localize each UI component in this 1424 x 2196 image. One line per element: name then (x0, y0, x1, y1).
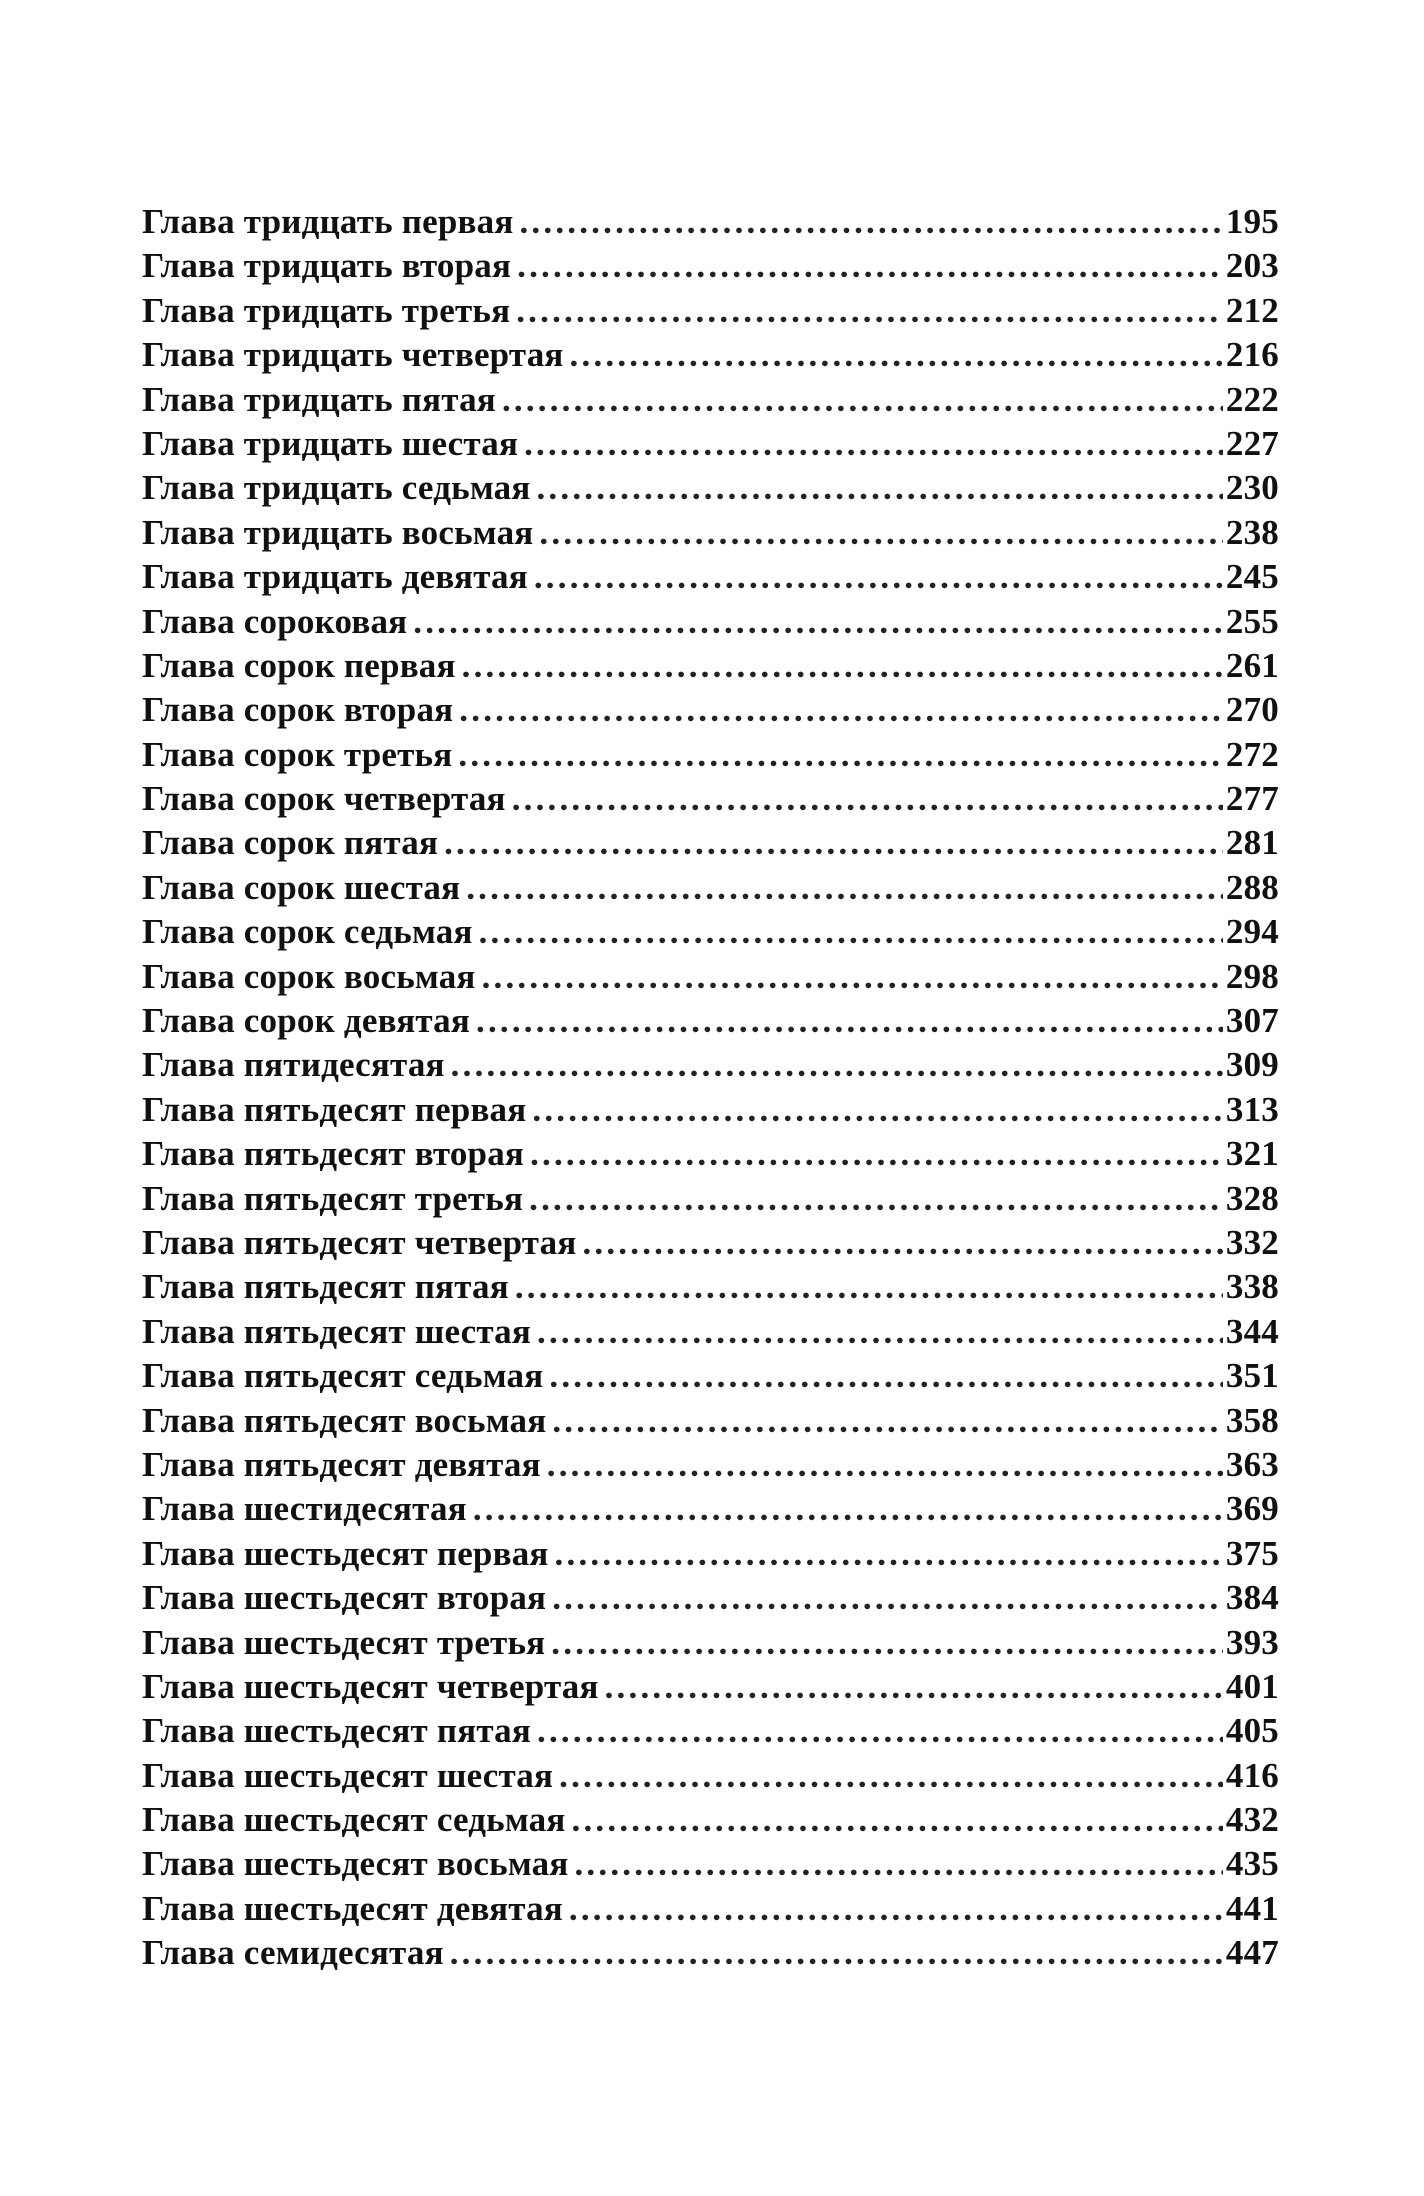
toc-entry (142, 1043, 1279, 1087)
toc-entry (142, 555, 1279, 599)
toc-entry (142, 1221, 1279, 1265)
dot-leader (479, 910, 1223, 954)
chapter-title: Глава пятьдесят пятая (142, 1267, 509, 1307)
dot-leader (466, 866, 1223, 910)
dot-leader (502, 378, 1223, 422)
dot-leader (530, 1132, 1223, 1176)
toc-entry (142, 777, 1279, 821)
toc-entry (142, 1621, 1279, 1665)
toc-entry (142, 1487, 1279, 1531)
dot-leader (552, 1399, 1223, 1443)
toc-entry (142, 1532, 1279, 1576)
chapter-title: Глава сороковая (142, 601, 408, 641)
page-number: 393 (1225, 1622, 1279, 1662)
dot-leader (476, 999, 1223, 1043)
toc-entry (142, 1842, 1279, 1886)
dot-leader (473, 1487, 1223, 1531)
toc-entry (142, 1709, 1279, 1753)
page-number: 238 (1225, 512, 1279, 552)
chapter-title: Глава пятьдесят третья (142, 1178, 524, 1218)
dot-leader (413, 600, 1223, 644)
dot-leader (572, 1798, 1223, 1842)
chapter-title: Глава пятьдесят девятая (142, 1444, 541, 1484)
page-number: 272 (1225, 734, 1279, 774)
toc-entry (142, 1088, 1279, 1132)
chapter-title: Глава пятьдесят шестая (142, 1311, 531, 1351)
page-number: 363 (1225, 1444, 1279, 1484)
page-number: 255 (1225, 601, 1279, 641)
chapter-title: Глава шестьдесят третья (142, 1622, 546, 1662)
chapter-title: Глава тридцать седьмая (142, 468, 531, 508)
page-number: 358 (1225, 1400, 1279, 1440)
page-number: 441 (1225, 1888, 1279, 1928)
page-number: 216 (1225, 335, 1279, 375)
chapter-title: Глава шестьдесят вторая (142, 1578, 547, 1618)
page-number: 401 (1225, 1666, 1279, 1706)
dot-leader (451, 1043, 1223, 1087)
page-number: 222 (1225, 379, 1279, 419)
toc-entry (142, 1132, 1279, 1176)
dot-leader (532, 1088, 1222, 1132)
toc-entry (142, 910, 1279, 954)
chapter-title: Глава тридцать шестая (142, 423, 519, 463)
toc-entry (142, 1265, 1279, 1309)
chapter-title: Глава шестьдесят восьмая (142, 1844, 569, 1884)
page-number: 227 (1225, 423, 1279, 463)
page-number: 405 (1225, 1711, 1279, 1751)
page-number: 447 (1225, 1933, 1279, 1973)
page-number: 344 (1225, 1311, 1279, 1351)
dot-leader (512, 777, 1223, 821)
page-number: 277 (1225, 779, 1279, 819)
toc-entry (142, 688, 1279, 732)
toc-entry (142, 1576, 1279, 1620)
dot-leader (582, 1221, 1222, 1265)
chapter-title: Глава сорок четвертая (142, 779, 506, 819)
page-number: 294 (1225, 912, 1279, 952)
page-number: 298 (1225, 956, 1279, 996)
toc-entry (142, 821, 1279, 865)
page-number: 307 (1225, 1001, 1279, 1041)
page-number: 288 (1225, 867, 1279, 907)
page-number: 212 (1225, 290, 1279, 330)
page-number: 351 (1225, 1356, 1279, 1396)
page-number: 309 (1225, 1045, 1279, 1085)
toc-entry (142, 1354, 1279, 1398)
chapter-title: Глава тридцать третья (142, 290, 511, 330)
page-number: 195 (1225, 202, 1279, 241)
chapter-title: Глава пятьдесят вторая (142, 1134, 525, 1174)
toc-entry (142, 1931, 1279, 1975)
toc-entry (142, 333, 1279, 377)
dot-leader (529, 1177, 1223, 1221)
toc-entry (142, 1399, 1279, 1443)
dot-leader (534, 555, 1223, 599)
page-number: 230 (1225, 468, 1279, 508)
dot-leader (570, 333, 1223, 377)
chapter-title: Глава шестьдесят первая (142, 1533, 549, 1573)
dot-leader (551, 1621, 1223, 1665)
dot-leader (462, 644, 1223, 688)
page-number: 416 (1225, 1755, 1279, 1795)
chapter-title: Глава сорок шестая (142, 867, 461, 907)
chapter-title: Глава тридцать четвертая (142, 335, 564, 375)
dot-leader (482, 955, 1223, 999)
dot-leader (569, 1887, 1223, 1931)
chapter-title: Глава сорок третья (142, 734, 453, 774)
chapter-title: Глава сорок восьмая (142, 956, 476, 996)
chapter-title: Глава шестидесятая (142, 1489, 467, 1529)
chapter-title: Глава шестьдесят седьмая (142, 1800, 566, 1840)
toc-entry (142, 1754, 1279, 1798)
dot-leader (519, 200, 1222, 244)
dot-leader (559, 1754, 1223, 1798)
page-number: 432 (1225, 1800, 1279, 1840)
chapter-title: Глава шестьдесят шестая (142, 1755, 554, 1795)
dot-leader (515, 1265, 1223, 1309)
chapter-title: Глава сорок девятая (142, 1001, 470, 1041)
chapter-title: Глава сорок вторая (142, 690, 454, 730)
toc-entry (142, 244, 1279, 288)
chapter-title: Глава семидесятая (142, 1933, 444, 1973)
chapter-title: Глава пятьдесят первая (142, 1089, 527, 1129)
page-number: 245 (1225, 557, 1279, 597)
dot-leader (450, 1931, 1223, 1975)
dot-leader (459, 688, 1223, 732)
chapter-title: Глава шестьдесят пятая (142, 1711, 531, 1751)
dot-leader (444, 821, 1223, 865)
chapter-title: Глава шестьдесят девятая (142, 1888, 563, 1928)
page-number: 270 (1225, 690, 1279, 730)
page-number: 332 (1225, 1222, 1279, 1262)
page-number: 261 (1225, 645, 1279, 685)
toc-entry (142, 1665, 1279, 1709)
toc-entry (142, 600, 1279, 644)
toc-entry (142, 866, 1279, 910)
dot-leader (547, 1443, 1223, 1487)
dot-leader (555, 1532, 1223, 1576)
dot-leader (539, 511, 1222, 555)
page-number: 369 (1225, 1489, 1279, 1529)
page-number: 321 (1225, 1134, 1279, 1174)
chapter-title: Глава пятьдесят четвертая (142, 1222, 577, 1262)
chapter-title: Глава сорок седьмая (142, 912, 473, 952)
chapter-title: Глава сорок пятая (142, 823, 439, 863)
toc-entry (142, 1310, 1279, 1354)
toc-entry (142, 466, 1279, 510)
page-number: 313 (1225, 1089, 1279, 1129)
chapter-title: Глава тридцать вторая (142, 246, 512, 286)
dot-leader (517, 244, 1223, 288)
page-number: 375 (1225, 1533, 1279, 1573)
page-number: 203 (1225, 246, 1279, 286)
page-number: 338 (1225, 1267, 1279, 1307)
page-number: 384 (1225, 1578, 1279, 1618)
toc-entry (142, 378, 1279, 422)
chapter-title: Глава тридцать восьмая (142, 512, 534, 552)
toc-entry (142, 1887, 1279, 1931)
table-of-contents (142, 200, 1279, 1976)
chapter-title: Глава тридцать девятая (142, 557, 528, 597)
dot-leader (458, 733, 1223, 777)
page-number: 328 (1225, 1178, 1279, 1218)
dot-leader (574, 1842, 1222, 1886)
toc-entry (142, 955, 1279, 999)
toc-entry (142, 289, 1279, 333)
toc-entry (142, 999, 1279, 1043)
chapter-title: Глава тридцать пятая (142, 379, 496, 419)
dot-leader (524, 422, 1223, 466)
toc-entry (142, 1443, 1279, 1487)
chapter-title: Глава сорок первая (142, 645, 456, 685)
dot-leader (605, 1665, 1223, 1709)
dot-leader (549, 1354, 1223, 1398)
toc-entry (142, 644, 1279, 688)
toc-entry (142, 1177, 1279, 1221)
toc-entry (142, 1798, 1279, 1842)
chapter-title: Глава пятьдесят седьмая (142, 1356, 544, 1396)
dot-leader (536, 466, 1222, 510)
toc-entry (142, 511, 1279, 555)
chapter-title: Глава пятидесятая (142, 1045, 445, 1085)
toc-entry (142, 422, 1279, 466)
page-number: 281 (1225, 823, 1279, 863)
toc-entry (142, 200, 1279, 244)
chapter-title: Глава шестьдесят четвертая (142, 1666, 599, 1706)
dot-leader (537, 1709, 1223, 1753)
page-number: 435 (1225, 1844, 1279, 1884)
dot-leader (537, 1310, 1223, 1354)
toc-entry (142, 733, 1279, 777)
chapter-title: Глава тридцать первая (142, 202, 514, 241)
dot-leader (552, 1576, 1223, 1620)
dot-leader (516, 289, 1223, 333)
chapter-title: Глава пятьдесят восьмая (142, 1400, 547, 1440)
